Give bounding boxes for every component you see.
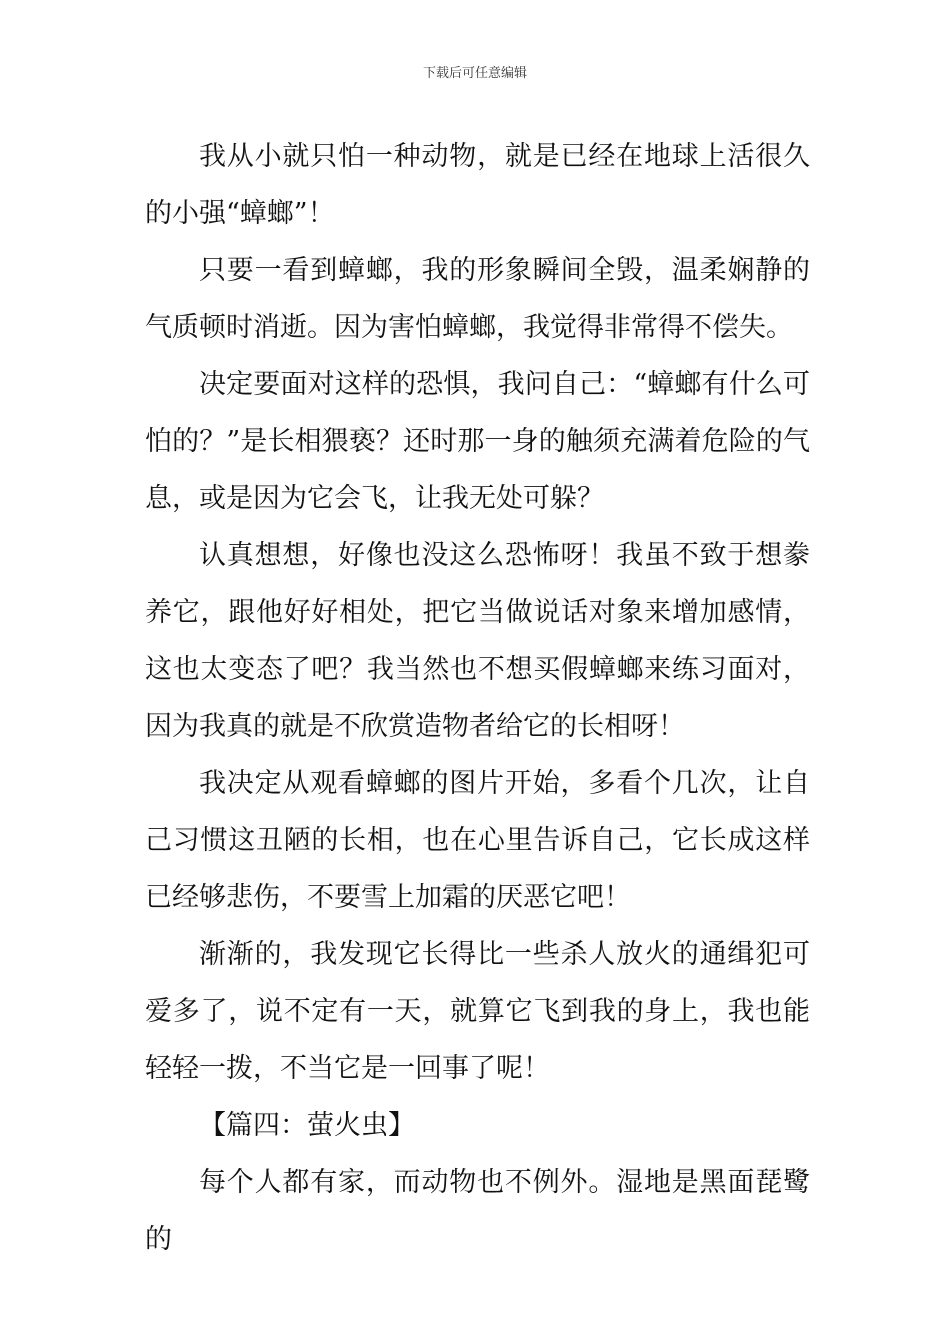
paragraph-1: 我从小就只怕一种动物，就是已经在地球上活很久的小强“蟑螂”！ — [145, 141, 810, 229]
header-note: 下载后可任意编辑 — [422, 66, 527, 81]
paragraph-6: 渐渐的，我发现它长得比一些杀人放火的通缉犯可爱多了，说不定有一天，就算它飞到我的身上，我也能轻轻一拨，不当它是一回事了呢！ — [145, 939, 810, 1084]
paragraph-2: 只要一看到蟑螂，我的形象瞬间全毁，温柔娴静的气质顿时消逝。因为害怕蟑螂，我觉得非常得不偿失。 — [145, 255, 810, 343]
paragraph-4: 认真想想，好像也没这么恐怖呀！我虽不致于想豢养它，跟他好好相处，把它当做说话对象来增加感情，这也太变态了吧？我当然也不想买假蟑螂来练习面对，因为我真的就是不欣赏造物者给它的长相呀！ — [145, 540, 810, 742]
body-text — [145, 128, 810, 1268]
section-first-paragraph: 每个人都有家，而动物也不例外。湿地是黑面琵鹭的 — [145, 1167, 810, 1255]
paragraph-3: 决定要面对这样的恐惧，我问自己：“蟑螂有什么可怕的？”是长相猥亵？还时那一身的触须充满着危险的气息，或是因为它会飞，让我无处可躲？ — [145, 369, 810, 514]
paragraph-5: 我决定从观看蟑螂的图片开始，多看个几次，让自己习惯这丑陋的长相，也在心里告诉自己，它长成这样已经够悲伤，不要雪上加霜的厌恶它吧！ — [145, 768, 810, 913]
section-heading: 【篇四：萤火虫】 — [199, 1110, 415, 1141]
